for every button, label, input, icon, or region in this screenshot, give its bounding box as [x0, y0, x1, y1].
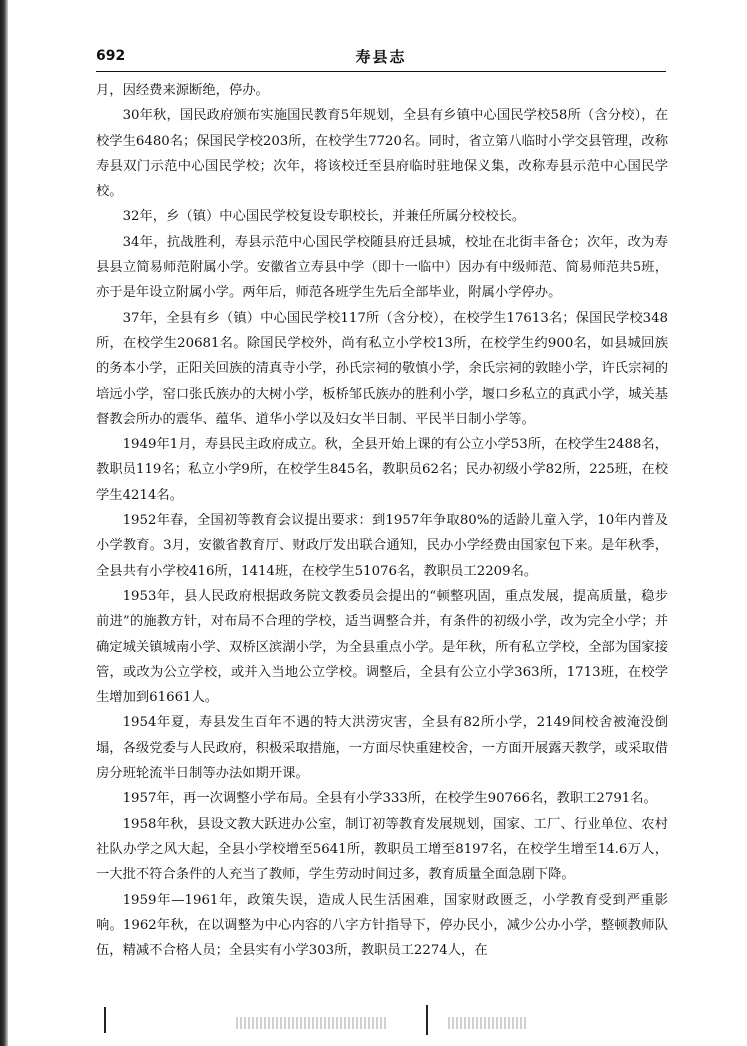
paragraph: 1954年夏，寿县发生百年不遇的特大洪涝灾害，全县有82所小学，2149间校舍被淹没倒塌，各级党委与人民政府，积极采取措施，一方面尽快重建校舍，一方面开展露天教学，或采取借房分班轮流半日制等办法如期开课。: [96, 715, 668, 782]
paragraph: 1958年秋，县设文教大跃进办公室，制订初等教育发展规划，国家、工厂、行业单位、农村社队办学之风大起，全县小学校增至5641所，教职员工增至8197名，在校学生增至14.6万人，一大批不符合条件的人充当了教师，学生劳动时间过多，教育质量全面急剧下降。: [96, 816, 668, 883]
scan-smudge: [448, 1017, 528, 1029]
paragraph: 1959年—1961年，政策失误，造成人民生活困难，国家财政匮乏，小学教育受到严重影响。1962年秋，在以调整为中心内容的八字方针指导下，停办民小，减少公办小学，整顿教师队伍，精减不合格人员；全县实有小学303所，教职员工2274人，在: [96, 892, 668, 959]
paragraph: 1957年，再一次调整小学布局。全县有小学333所，在校学生90766名，教职工2791名。: [122, 791, 657, 807]
paragraph: 1952年春，全国初等教育会议提出要求：到1957年争取80%的适龄儿童入学，10年内普及小学教育。3月，安徽省教育厅、财政厅发出联合通知，民办小学经费由国家包下来。是年秋季，全县共有小学校416所，1414班，在校学生51076名，教职员工2209名。: [96, 513, 668, 579]
paragraph: 1949年1月，寿县民主政府成立。秋，全县开始上课的有公立小学53所，在校学生2488名，教职员119名；私立小学9所，在校学生845名，教职员62名；民办初级小学82所，225班，在校学生4214名。: [96, 437, 668, 503]
body-text: [96, 78, 668, 963]
scan-noise-footer: [96, 1003, 666, 1037]
scan-binding-edge: [0, 0, 8, 1046]
page-number: 692: [96, 48, 126, 64]
book-title: 寿县志: [355, 48, 407, 66]
scan-smudge: [236, 1017, 386, 1029]
page-header: [96, 44, 666, 70]
scan-mark: [426, 1005, 428, 1035]
paragraph: 月，因经费来源断绝，停办。: [96, 83, 269, 98]
header-rule: [96, 71, 666, 72]
scan-mark: [104, 1007, 106, 1033]
paragraph: 30年秋，国民政府颁布实施国民教育5年规划，全县有乡镇中心国民学校58所（含分校），在校学生6480名；保国民学校203所，在校学生7720名。同时，省立第八临时小学交县管理，改称寿县双门示范中心国民学校；次年，将该校迁至县府临时驻地保义集，改称寿县示范中心国民学校。: [96, 108, 668, 200]
paragraph: 37年，全县有乡（镇）中心国民学校117所（含分校），在校学生17613名；保国民学校348所，在校学生20681名。除国民学校外，尚有私立小学校13所，在校学生约900名，如县城回族的务本小学，正阳关回族的清真寺小学，孙氏宗祠的敬慎小学，余氏宗祠的敦睦小学，许氏宗祠的培远小学，窑口张氏族办的大树小学，板桥邹氏族办的胜利小学，堰口乡私立的真武小学，城关基督教会所办的震华、蕴华、道华小学以及妇女半日制、平民半日制小学等。: [96, 310, 668, 427]
paragraph: 34年，抗战胜利，寿县示范中心国民学校随县府迁县城，校址在北街丰备仓；次年，改为寿县县立简易师范附属小学。安徽省立寿县中学（即十一临中）因办有中级师范、简易师范共5班，亦于是年设立附属小学。两年后，师范各班学生先后全部毕业，附属小学停办。: [96, 234, 668, 301]
paragraph: 1953年，县人民政府根据政务院文教委员会提出的“顿整巩固，重点发展，提高质量，稳步前进”的施教方针，对布局不合理的学校，适当调整合并，有条件的初级小学，改为完全小学；并确定城关镇城南小学、双桥区滨湖小学，为全县重点小学。是年秋，所有私立学校，全部为国家接管，或改为公立学校，或并入当地公立学校。调整后，全县有公立小学363所，1713班，在校学生增加到61661人。: [96, 588, 668, 706]
paragraph: 32年，乡（镇）中心国民学校复设专职校长，并兼任所属分校校长。: [122, 209, 526, 225]
